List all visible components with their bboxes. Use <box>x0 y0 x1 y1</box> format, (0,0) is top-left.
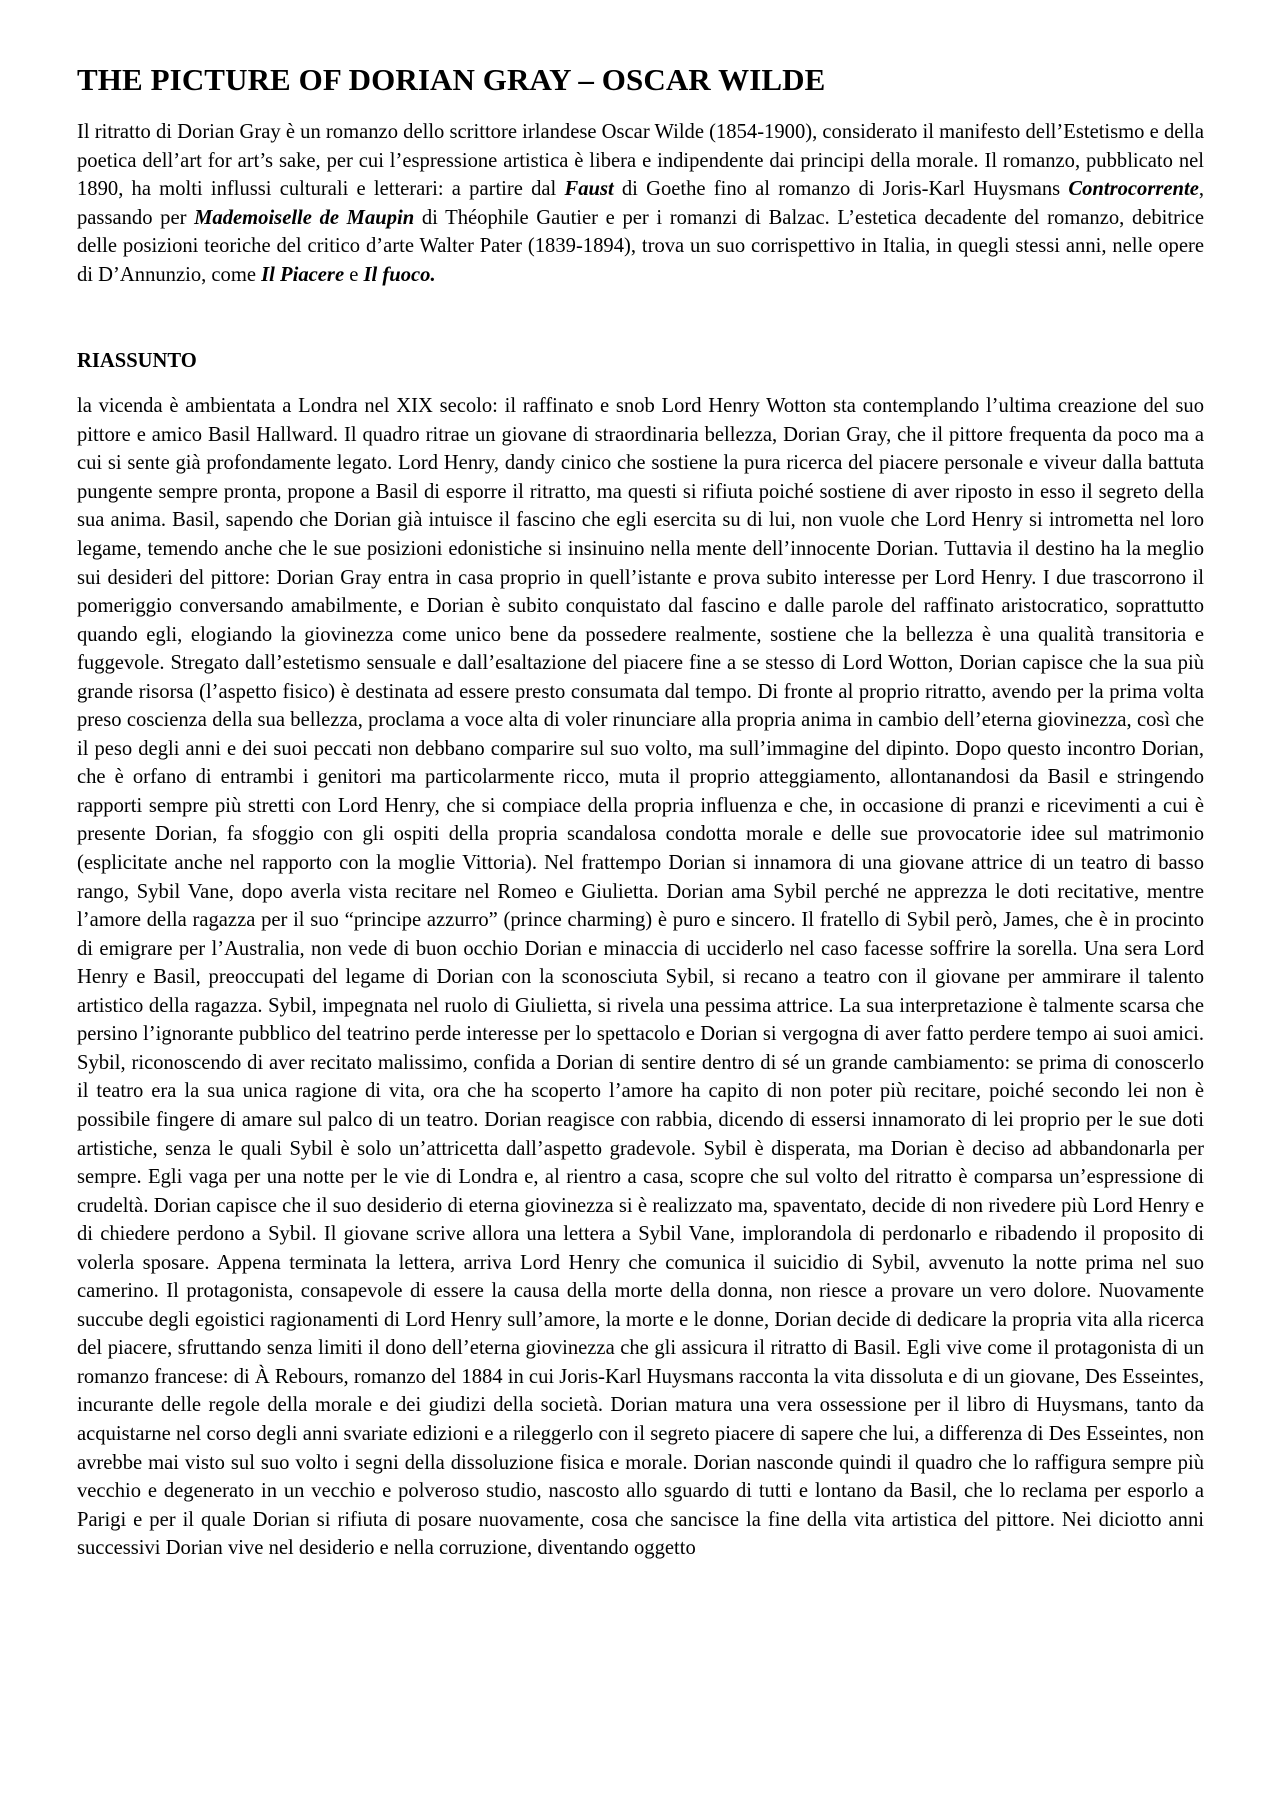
work-title-maupin: Mademoiselle de Maupin <box>194 206 415 229</box>
intro-text: di Goethe fino al romanzo di Joris-Karl Huysmans <box>613 178 1069 201</box>
summary-paragraph: la vicenda è ambientata a Londra nel XIX secolo: il raffinato e snob Lord Henry Wotton sta contemplando l’ultima creazione del suo pittore e amico Basil Hallward. Il quadro ritrae un giovane di straordinaria bellezza, Dorian Gray, che il pittore frequenta da poco ma a cui si sente già profondamente legato. Lord Henry, dandy cinico che sostiene la pura ricerca del piacere personale e viveur dalla battuta pungente sempre pronta, propone a Basil di esporre il ritratto, ma questi si rifiuta poiché sostiene di aver riposto in esso il segreto della sua anima. Basil, sapendo che Dorian già intuisce il fascino che egli esercita su di lui, non vuole che Lord Henry si intrometta nel loro legame, temendo anche che le sue posizioni edonistiche si insinuino nella mente dell’innocente Dorian. Tuttavia il destino ha la meglio sui desideri del pittore: Dorian Gray entra in casa proprio in quell’istante e prova subito interesse per Lord Henry. I due trascorrono il pomeriggio conversando amabilmente, e Dorian è subito conquistato dal fascino e dalle parole del raffinato aristocratico, soprattutto quando egli, elogiando la giovinezza come unico bene da possedere realmente, sostiene che la bellezza è una qualità transitoria e fuggevole. Stregato dall’estetismo sensuale e dall’esaltazione del piacere fine a se stesso di Lord Wotton, Dorian capisce che la sua più grande risorsa (l’aspetto fisico) è destinata ad essere presto consumata dal tempo. Di fronte al proprio ritratto, avendo per la prima volta preso coscienza della sua bellezza, proclama a voce alta di voler rinunciare alla propria anima in cambio dell’eterna giovinezza, così che il peso degli anni e dei suoi peccati non debbano comparire sul suo volto, ma sull’immagine del dipinto. Dopo questo incontro Dorian, che è orfano di entrambi i genitori ma particolarmente ricco, muta il proprio atteggiamento, allontanandosi da Basil e stringendo rapporti sempre più stretti con Lord Henry, che si compiace della propria influenza e che, in occasione di pranzi e ricevimenti a cui è presente Dorian, fa sfoggio con gli ospiti della propria scandalosa condotta morale e delle sue provocatorie idee sul matrimonio (esplicitate anche nel rapporto con la moglie Vittoria). Nel frattempo Dorian si innamora di una giovane attrice di un teatro di basso rango, Sybil Vane, dopo averla vista recitare nel Romeo e Giulietta. Dorian ama Sybil perché ne apprezza le doti recitative, mentre l’amore della ragazza per il suo “principe azzurro” (prince charming) è puro e sincero. Il fratello di Sybil però, James, che è in procinto di emigrare per l’Australia, non vede di buon occhio Dorian e minaccia di ucciderlo nel caso facesse soffrire la sorella. Una sera Lord Henry e Basil, preoccupati del legame di Dorian con la sconosciuta Sybil, si recano a teatro con il giovane per ammirare il talento artistico della ragazza. Sybil, impegnata nel ruolo di Giulietta, si rivela una pessima attrice. La sua interpretazione è talmente scarsa che persino l’ignorante pubblico del teatrino perde interesse per lo spettacolo e Dorian si vergogna di aver fatto perdere tempo ai suoi amici. Sybil, riconoscendo di aver recitato malissimo, confida a Dorian di sentire dentro di sé un grande cambiamento: se prima di conoscerlo il teatro era la sua unica ragione di vita, ora che ha scoperto l’amore ha capito di non poter più recitare, poiché secondo lei non è possibile fingere di amare sul palco di un teatro. Dorian reagisce con rabbia, dicendo di essersi innamorato di lei proprio per le sue doti artistiche, senza le quali Sybil è solo un’attricetta dall’aspetto gradevole. Sybil è disperata, ma Dorian è deciso ad abbandonarla per sempre. Egli vaga per una notte per le vie di Londra e, al rientro a casa, scopre che sul volto del ritratto è comparsa un’espressione di crudeltà. Dorian capisce che il suo desiderio di eterna giovinezza si è realizzato ma, spaventato, decide di non rivedere più Lord Henry e di chiedere perdono a Sybil. Il giovane scrive allora una lettera a Sybil Vane, implorandola di perdonarlo e ribadendo il proposito di volerla sposare. Appena terminata la lettera, arriva Lord Henry che comunica il suicidio di Sybil, avvenuto la notte prima nel suo camerino. Il protagonista, consapevole di essere la causa della morte della donna, non riesce a provare un vero dolore. Nuovamente succube degli egoistici ragionamenti di Lord Henry sull’amore, la morte e le donne, Dorian decide di dedicare la propria vita alla ricerca del piacere, sfruttando senza limiti il dono dell’eterna giovinezza che gli assicura il ritratto di Basil. Egli vive come il protagonista di un romanzo francese: di À Rebours, romanzo del 1884 in cui Joris-Karl Huysmans racconta la vita dissoluta e di un giovane, Des Esseintes, incurante delle regole della morale e dei giudizi della società. Dorian matura una vera ossessione per il libro di Huysmans, tanto da acquistarne nel corso degli anni svariate edizioni e a rileggerlo con il segreto piacere di sapere che lui, a differenza di Des Esseintes, non avrebbe mai visto sul suo volto i segni della dissoluzione fisica e morale. Dorian nasconde quindi il quadro che lo raffigura sempre più vecchio e degenerato in un vecchio e polveroso studio, nascosto allo sguardo di tutti e lontano da Basil, che lo reclama per esporlo a Parigi e per il quale Dorian si rifiuta di posare nuovamente, cosa che sancisce la fine della vita artistica del pittore. Nei diciotto anni successivi Dorian vive nel desiderio e nella corruzione, diventando oggetto <box>77 395 1204 1560</box>
work-title-faust: Faust <box>564 178 614 201</box>
work-title-controcorrente: Controcorrente <box>1068 178 1199 201</box>
intro-text: , passando per <box>77 178 1204 229</box>
document-title: THE PICTURE OF DORIAN GRAY – OSCAR WILDE <box>77 62 826 97</box>
intro-text: di Théophile Gautier e per i romanzi di Balzac. L’estetica decadente del romanzo, debitrice delle posizioni teoriche del critico d’arte Walter Pater (1839-1894), trova un suo corrispettivo in Italia, in quegli stessi anni, nelle opere di D’Annunzio, come <box>77 206 1204 286</box>
intro-text: e <box>344 263 364 286</box>
intro-text: Il ritratto di Dorian Gray è un romanzo dello scrittore irlandese Oscar Wilde (1854-1900), considerato il manifesto dell’Estetismo e della poetica dell’art for art’s sake, per cui l’espressione artistica è libera e indipendente dai principi della morale. Il romanzo, pubblicato nel 1890, ha molti influssi culturali e letterari: a partire dal <box>77 121 1204 201</box>
work-title-il-piacere: Il Piacere <box>261 263 345 286</box>
section-heading: RIASSUNTO <box>77 350 197 373</box>
work-title-il-fuoco: Il fuoco. <box>363 263 436 286</box>
intro-paragraph <box>77 118 1204 289</box>
